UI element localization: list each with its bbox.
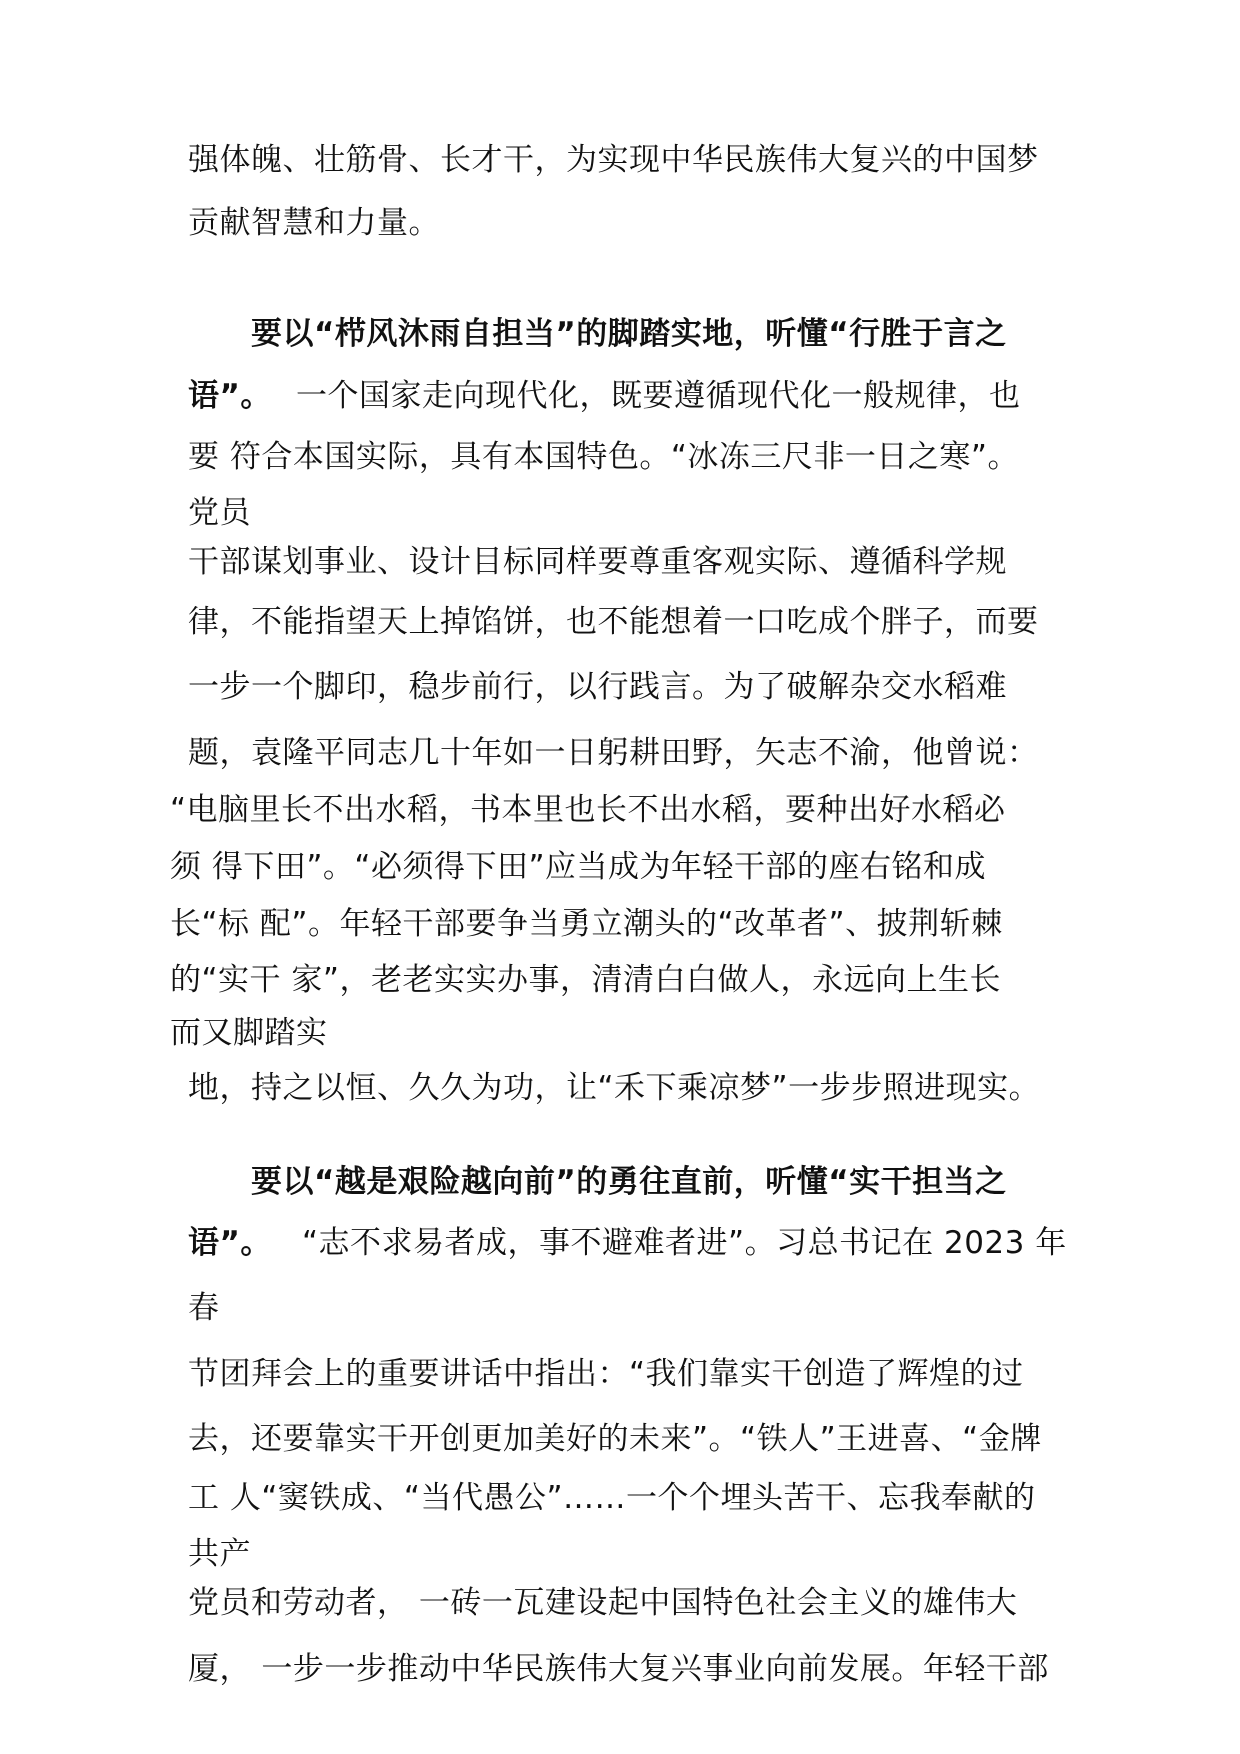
text-line: 一步一个脚印，稳步前行，以行践言。为了破解杂交水稻难 [188, 669, 1007, 705]
section-heading: 语”。 [188, 1225, 272, 1261]
text-line: 题，袁隆平同志几十年如一日躬耕田野，矢志不渝，他曾说： [188, 735, 1039, 771]
text-line: 春 [188, 1290, 220, 1326]
text-line: 厦， 一步一步推动中华民族伟大复兴事业向前发展。年轻干部 [188, 1651, 1049, 1687]
text-line: 一个国家走向现代化，既要遵循现代化一般规律，也 [296, 378, 1021, 414]
section-heading: 要以“栉风沐雨自担当”的脚踏实地，听懂“行胜于言之 [251, 316, 1007, 352]
text-line: 干部谋划事业、设计目标同样要尊重客观实际、遵循科学规 [188, 544, 1007, 580]
text-line: 节团拜会上的重要讲话中指出：“我们靠实干创造了辉煌的过 [188, 1356, 1024, 1392]
text-line: 长“标 配”。年轻干部要争当勇立潮头的“改革者”、披荆斩棘 [170, 906, 1003, 942]
text-line: 去，还要靠实干开创更加美好的未来”。“铁人”王进喜、“金牌 [188, 1421, 1042, 1457]
text-line: 而又脚踏实 [170, 1015, 328, 1051]
text-line: “志不求易者成，事不避难者进”。习总书记在 2023 年 [302, 1225, 1067, 1261]
text-line: 要 符合本国实际，具有本国特色。“冰冻三尺非一日之寒”。 [188, 439, 1019, 475]
section-heading: 语”。 [188, 378, 272, 414]
text-line: “电脑里长不出水稻，书本里也长不出水稻，要种出好水稻必 [170, 792, 1006, 828]
text-line: 须 得下田”。“必须得下田”应当成为年轻干部的座右铭和成 [170, 849, 987, 885]
text-line: 共产 [188, 1536, 251, 1572]
text-line: 的“实干 家”，老老实实办事，清清白白做人，永远向上生长 [170, 962, 1001, 998]
text-line: 律，不能指望天上掉馅饼，也不能想着一口吃成个胖子，而要 [188, 604, 1039, 640]
section-heading: 要以“越是艰险越向前”的勇往直前，听懂“实干担当之 [251, 1164, 1007, 1200]
text-line: 地，持之以恒、久久为功，让“禾下乘凉梦”一步步照进现实。 [188, 1070, 1041, 1106]
text-line: 贡献智慧和力量。 [188, 205, 440, 241]
text-line: 工 人“窦铁成、“当代愚公”……一个个埋头苦干、忘我奉献的 [188, 1480, 1036, 1516]
text-line: 党员 [188, 495, 251, 531]
text-line: 党员和劳动者， 一砖一瓦建设起中国特色社会主义的雄伟大 [188, 1585, 1018, 1621]
text-line: 强体魄、壮筋骨、长才干，为实现中华民族伟大复兴的中国梦 [188, 142, 1039, 178]
